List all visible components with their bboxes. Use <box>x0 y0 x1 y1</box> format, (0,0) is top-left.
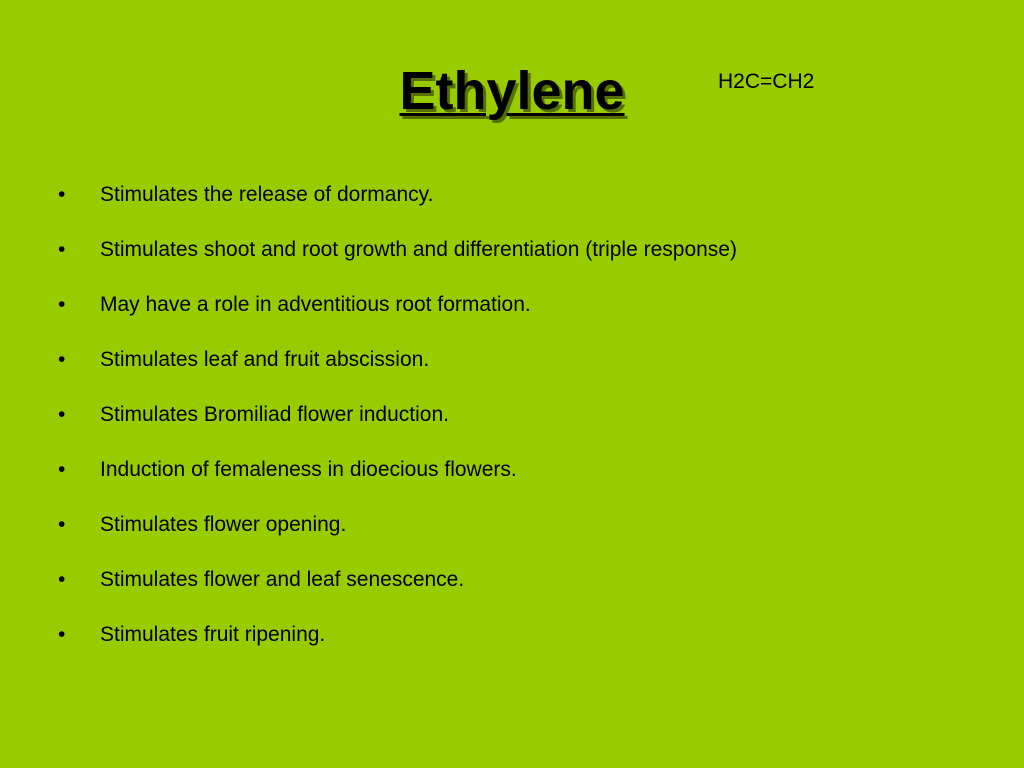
bullet-text: Stimulates leaf and fruit abscission. <box>100 348 430 371</box>
bullet-icon: • <box>58 458 66 481</box>
bullet-icon: • <box>58 238 66 261</box>
bullet-item <box>56 621 737 676</box>
bullet-icon: • <box>58 568 66 591</box>
chemical-formula: H2C=CH2 <box>718 70 815 93</box>
bullet-icon: • <box>58 403 66 426</box>
bullet-icon: • <box>58 348 66 371</box>
bullet-icon: • <box>58 513 66 536</box>
bullet-text: Stimulates flower and leaf senescence. <box>100 568 465 591</box>
bullet-text: Stimulates the release of dormancy. <box>100 183 434 206</box>
bullet-item <box>56 236 737 291</box>
slide-title: Ethylene <box>399 61 625 121</box>
bullet-text: Stimulates shoot and root growth and differentiation (triple response) <box>100 238 737 261</box>
bullet-text: May have a role in adventitious root formation. <box>100 293 531 316</box>
bullet-text: Stimulates flower opening. <box>100 513 347 536</box>
bullet-text: Stimulates Bromiliad flower induction. <box>100 403 449 426</box>
bullet-list <box>56 181 737 676</box>
bullet-text: Stimulates fruit ripening. <box>100 623 326 646</box>
bullet-item <box>56 291 737 346</box>
bullet-item <box>56 181 737 236</box>
bullet-item <box>56 456 737 511</box>
bullet-item <box>56 346 737 401</box>
bullet-icon: • <box>58 293 66 316</box>
bullet-icon: • <box>58 183 66 206</box>
bullet-text: Induction of femaleness in dioecious flowers. <box>100 458 517 481</box>
bullet-item <box>56 511 737 566</box>
bullet-icon: • <box>58 623 66 646</box>
bullet-item <box>56 401 737 456</box>
bullet-item <box>56 566 737 621</box>
